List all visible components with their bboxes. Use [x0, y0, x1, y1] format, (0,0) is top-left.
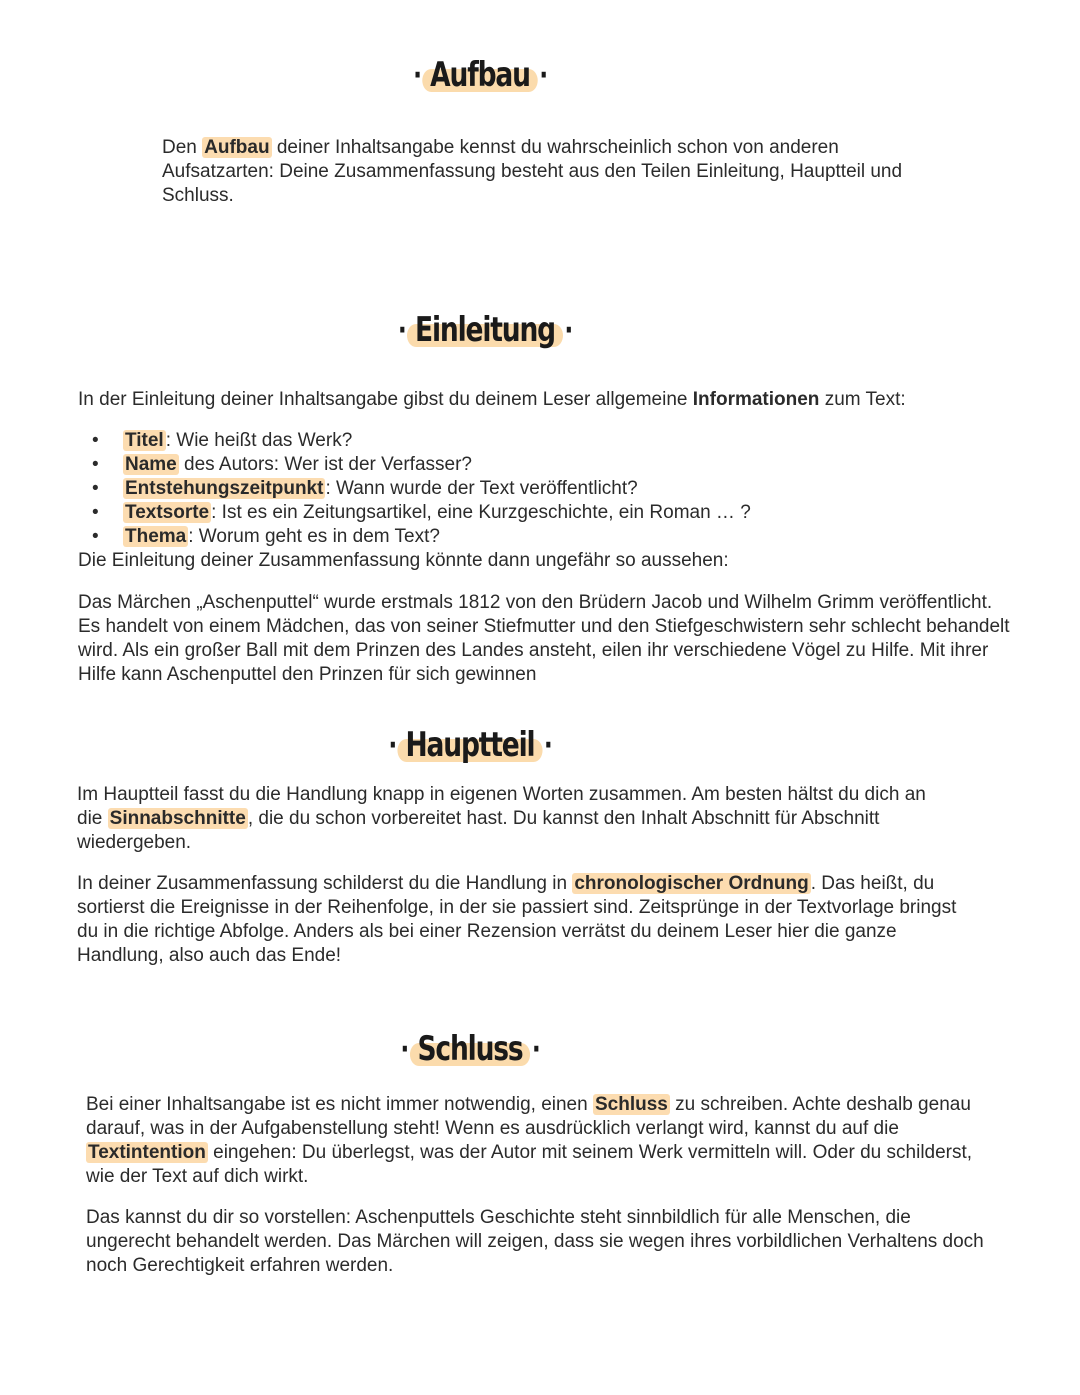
heading-hauptteil — [384, 720, 556, 770]
einleitung-intro: In der Einleitung deiner Inhaltsangabe gibst du deinem Leser allgemeine Informationen zum Text: — [78, 389, 906, 410]
heading-einleitung — [395, 305, 574, 355]
bullet-dot: · — [400, 1031, 409, 1067]
bullet-dot: • — [92, 526, 99, 547]
schluss-paragraph-2: Das kannst du dir so vorstellen: Aschenputtels Geschichte steht sinnbildlich für alle Menschen, die ungerecht behandelt werden. Das Märchen will zeigen, dass sie wegen ihres vorbildlichen Verhaltens doch noch Gerechtigkeit erfahren werden. — [86, 1207, 984, 1276]
heading-schluss-text: Schluss — [413, 1029, 527, 1069]
highlight-aufbau: Aufbau — [204, 137, 270, 158]
einleitung-example: Das Märchen „Aschenputtel“ wurde erstmals 1812 von den Brüdern Jacob und Wilhelm Grimm veröffentlicht. Es handelt von einem Mädchen, das von seiner Stiefmutter und den Stiefgeschwistern sehr schlecht behandelt wird. Als ein großer Ball mit dem Prinzen des Landes ansteht, eilen ihr verschiedene Vögel zu Hilfe. Mit ihrer Hilfe kann Aschenputtel den Prinzen für sich gewinnen — [78, 592, 1010, 685]
bullet-dot: · — [413, 57, 421, 93]
heading-hauptteil-text: Hauptteil — [401, 725, 539, 765]
bullet-dot: • — [92, 430, 99, 451]
bullet-dot: · — [388, 727, 397, 763]
heading-schluss — [388, 1024, 552, 1074]
list-item: • Textsorte : Ist es ein Zeitungsartikel, eine Kurzgeschichte, ein Roman … ? — [92, 502, 751, 523]
bullet-dot: · — [397, 312, 406, 348]
einleitung-bullet-list — [78, 429, 978, 549]
list-item: • Entstehungszeitpunkt : Wann wurde der Text veröffentlicht? — [92, 478, 638, 499]
bullet-dot: · — [543, 727, 552, 763]
hauptteil-paragraph-1: Im Hauptteil fasst du die Handlung knapp in eigenen Worten zusammen. Am besten hältst du dich an die Sinnabschnitte , die du schon vorbereitet hast. Du kannst den Inhalt Abschnitt für Abschnitt wiedergeben. — [77, 784, 926, 853]
aufbau-paragraph: Den Aufbau deiner Inhaltsangabe kennst du wahrscheinlich schon von anderen Aufsatzarten: Deine Zusammenfassung besteht aus den Teilen Einleitung, Hauptteil und Schluss. — [162, 137, 903, 206]
heading-aufbau-text: Aufbau — [425, 55, 534, 95]
bullet-dot: · — [564, 312, 573, 348]
list-item: • Name des Autors: Wer ist der Verfasser? — [92, 454, 472, 475]
bullet-dot: • — [92, 502, 99, 523]
bullet-dot: • — [92, 454, 99, 475]
schluss-paragraph-1: Bei einer Inhaltsangabe ist es nicht immer notwendig, einen Schluss zu schreiben. Achte deshalb genau darauf, was in der Aufgabenstellung steht! Wenn es ausdrücklich verlangt wird, kannst du auf die Textintention eingehen: Du überlegst, was der Autor mit seinem Werk vermitteln will. Oder du schilderst, wie der Text auf dich wirkt. — [86, 1094, 973, 1187]
bullet-dot: · — [531, 1031, 540, 1067]
list-item: • Titel : Wie heißt das Werk? — [92, 430, 353, 451]
hauptteil-paragraph-2: In deiner Zusammenfassung schilderst du die Handlung in chronologischer Ordnung . Das heißt, du sortierst die Ereignisse in der Reihenfolge, in der sie passiert sind. Zeitsprünge in der Textvorlage bringst du in die richtige Abfolge. Anders als bei einer Rezension verrätst du deinem Leser hier die ganze Handlung, also auch das Ende! — [77, 873, 957, 966]
bullet-dot: • — [92, 478, 99, 499]
bullet-dot: · — [539, 57, 547, 93]
heading-aufbau — [402, 50, 558, 100]
heading-einleitung-text: Einleitung — [410, 310, 559, 350]
list-item: • Thema : Worum geht es in dem Text? — [92, 526, 440, 547]
einleitung-after-list: Die Einleitung deiner Zusammenfassung könnte dann ungefähr so aussehen: — [78, 550, 729, 571]
